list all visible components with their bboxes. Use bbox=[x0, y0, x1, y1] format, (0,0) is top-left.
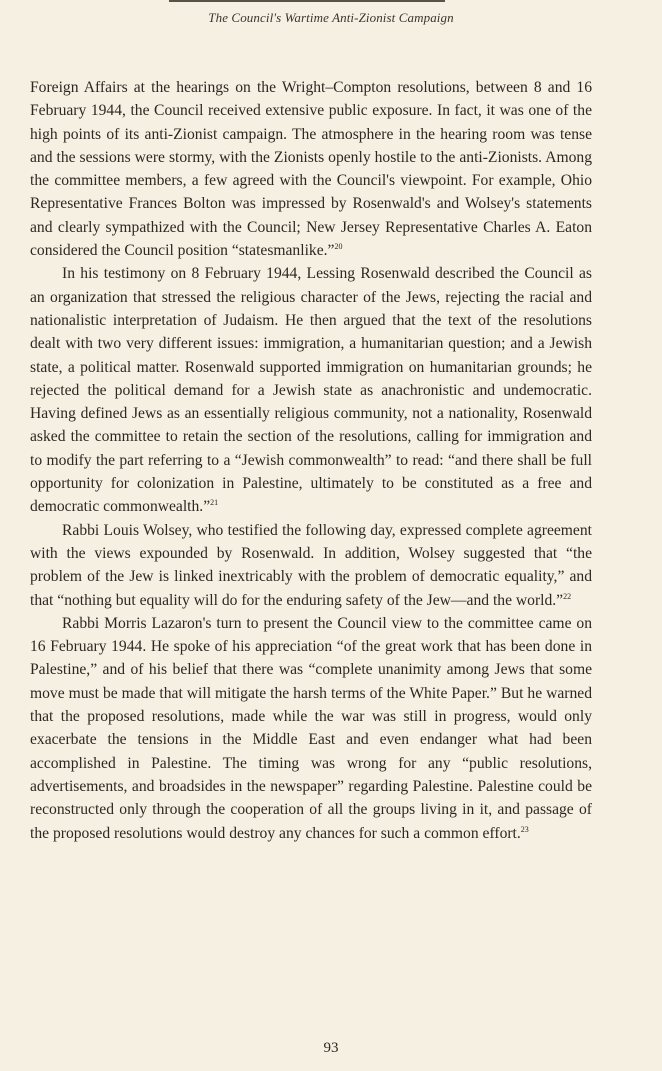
paragraph-text: Rabbi Morris Lazaron's turn to present the Council view to the committee came on 16 February 1944. He spoke of his appreciation “of the great work that has been done in Palestine,” and of his belief that there was “complete unanimity among Jews that some move must be made that will mitigate the harsh terms of the White Paper.” But he warned that the proposed resolutions, made while the war was still in progress, would only exacerbate the tensions in the Middle East and even endanger what had been accomplished in Palestine. The timing was wrong for any “public resolutions, advertisements, and broadsides in the newspaper” regarding Palestine. Palestine could be reconstructed only through the cooperation of all the groups living in it, and passage of the proposed resolutions would destroy any chances for such a common effort. bbox=[30, 614, 592, 842]
running-head: The Council's Wartime Anti-Zionist Campaign bbox=[208, 10, 454, 25]
page-number: 93 bbox=[323, 1040, 339, 1056]
paragraph-2 bbox=[30, 262, 592, 518]
body-text bbox=[30, 76, 592, 845]
footnote-ref-23[interactable]: 23 bbox=[520, 824, 529, 834]
top-rule bbox=[169, 0, 445, 2]
paragraph-3 bbox=[30, 519, 592, 612]
paragraph-text: Foreign Affairs at the hearings on the Wright–Compton resolutions, between 8 and 16 February 1944, the Council received extensive public exposure. In fact, it was one of the high points of its anti-Zionist campaign. The atmosphere in the hearing room was tense and the sessions were stormy, with the Zionists openly hostile to the anti-Zionists. Among the committee members, a few agreed with the Council's viewpoint. For example, Ohio Representative Frances Bolton was impressed by Rosenwald's and Wolsey's statements and clearly sympathized with the Council; New Jersey Representative Charles A. Eaton considered the Council position “statesmanlike.” bbox=[30, 79, 592, 260]
footnote-ref-21[interactable]: 21 bbox=[210, 498, 219, 508]
paragraph-1 bbox=[30, 76, 592, 262]
footnote-ref-22[interactable]: 22 bbox=[563, 591, 572, 601]
paragraph-text: Rabbi Louis Wolsey, who testified the following day, expressed complete agreement with the views expounded by Rosenwald. In addition, Wolsey suggested that “the problem of the Jew is linked inextricably with the problem of democratic equality,” and that “nothing but equality will do for the enduring safety of the Jew—and the world.” bbox=[30, 521, 592, 609]
paragraph-text: In his testimony on 8 February 1944, Lessing Rosenwald described the Council as an organization that stressed the religious character of the Jews, rejecting the racial and nationalistic interpretation of Judaism. He then argued that the text of the resolutions dealt with two very different issues: immigration, a humanitarian question; and a Jewish state, a political matter. Rosenwald supported immigration on humanitarian grounds; he rejected the political demand for a Jewish state as anachronistic and undemocratic. Having defined Jews as an essentially religious community, not a nationality, Rosenwald asked the committee to retain the section of the resolutions, calling for immigration and to modify the part referring to a “Jewish commonwealth” to read: “and there shall be full opportunity for colonization in Palestine, ultimately to be constituted as a free and democratic commonwealth.” bbox=[30, 265, 592, 516]
paragraph-4 bbox=[30, 612, 592, 845]
footnote-ref-20[interactable]: 20 bbox=[334, 242, 343, 252]
